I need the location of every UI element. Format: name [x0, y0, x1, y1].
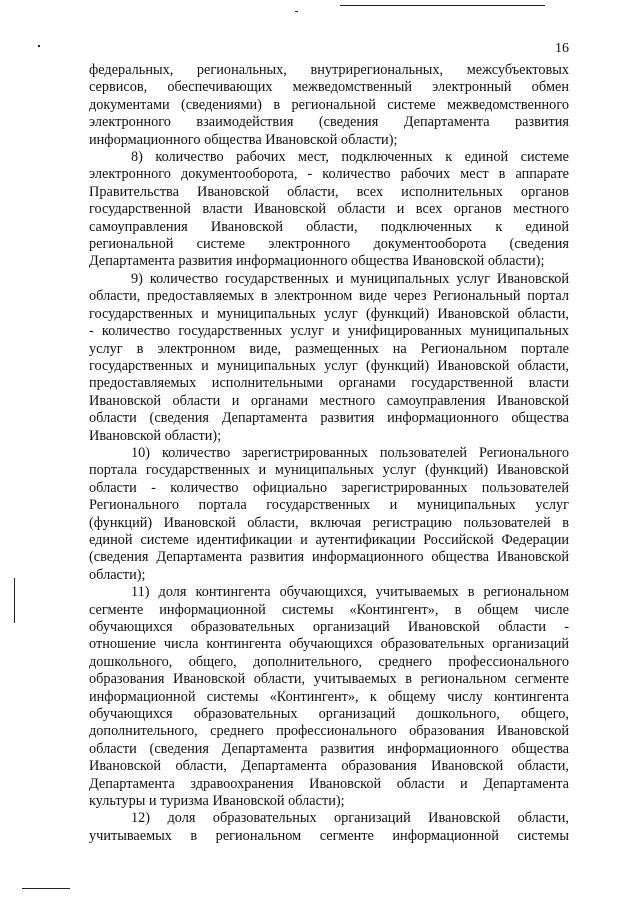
- text-line: документами (сведениями) в региональной системе межведомственного: [89, 96, 569, 113]
- text-line: области, предоставляемых в электронном виде через Региональный портал: [89, 288, 569, 305]
- text-line: услуг в электронном виде, размещенных на Региональном портале: [89, 340, 569, 357]
- text-line: Ивановской области);: [89, 427, 222, 444]
- paragraph-p12: [89, 810, 569, 845]
- text-line: Ивановской области и органами местного самоуправления Ивановской: [89, 392, 569, 409]
- text-line: электронного взаимодействия (сведения Департамента развития: [89, 114, 569, 131]
- text-line: информационной системы «Контингент», к общему числу контингента: [89, 688, 569, 705]
- text-line: самоуправления Ивановской области, подключенных к единой: [89, 218, 569, 235]
- scan-artifact-dot-left: [38, 45, 40, 47]
- text-line: 12) доля образовательных организаций Ивановской области,: [131, 810, 569, 827]
- text-line: 10) количество зарегистрированных пользователей Регионального: [131, 444, 569, 461]
- scan-artifact-dot-top: [295, 11, 298, 12]
- text-line: единой системе идентификации и аутентификации Российской Федерации: [89, 531, 569, 548]
- text-line: культуры и туризма Ивановской области);: [89, 793, 345, 810]
- text-line: информационного общества Ивановской области);: [89, 131, 398, 148]
- text-line: предоставляемых исполнительными органами государственной власти: [89, 375, 569, 392]
- paragraph-p11: [89, 584, 569, 810]
- page-number: 16: [555, 41, 569, 56]
- text-line: государственных и муниципальных услуг (функций) Ивановской области,: [89, 305, 569, 322]
- text-line: Регионального портала государственных и муниципальных услуг: [89, 497, 569, 514]
- scan-artifact-left-bar: [14, 578, 15, 623]
- text-line: 9) количество государственных и муниципальных услуг Ивановской: [131, 270, 569, 287]
- text-line: обучающихся образовательных организаций дошкольного, общего,: [89, 706, 569, 723]
- text-line: электронного документооборота, - количество рабочих мест в аппарате: [89, 166, 569, 183]
- text-line: дошкольного, общего, дополнительного, среднего профессионального: [89, 653, 569, 670]
- text-line: Ивановской области, Департамента образования Ивановской области,: [89, 758, 569, 775]
- text-line: 11) доля контингента обучающихся, учитываемых в региональном: [131, 584, 569, 601]
- text-line: региональной системе электронного документооборота (сведения: [89, 236, 569, 253]
- text-line: Правительства Ивановской области, всех исполнительных органов: [89, 183, 569, 200]
- text-line: отношение числа контингента обучающихся образовательных организаций: [89, 636, 569, 653]
- scan-artifact-top: [340, 5, 545, 6]
- paragraph-p-cont: [89, 62, 569, 149]
- text-line: области);: [89, 566, 146, 583]
- text-line: области (сведения Департамента развития информационного общества: [89, 740, 569, 757]
- text-line: обучающихся образовательных организаций Ивановской области -: [89, 619, 569, 635]
- text-line: учитываемых в региональном сегменте информационной системы: [89, 827, 569, 844]
- text-line: дополнительного, среднего профессионального образования Ивановской: [89, 723, 569, 740]
- text-line: 8) количество рабочих мест, подключенных к единой системе: [131, 149, 569, 166]
- text-line: образования Ивановской области, учитываемых в региональном сегменте: [89, 671, 569, 688]
- text-line: Департамента развития информационного общества Ивановской области);: [89, 253, 545, 270]
- scan-artifact-bottom-left: [22, 888, 70, 889]
- text-line: государственной власти Ивановской области и всех органов местного: [89, 201, 569, 218]
- text-line: федеральных, региональных, внутрирегиональных, межсубъектовых: [89, 62, 569, 78]
- text-line: Департамента здравоохранения Ивановской области и Департамента: [89, 775, 569, 792]
- text-line: области (сведения Департамента развития информационного общества: [89, 410, 569, 427]
- text-line: государственных и муниципальных услуг (функций) Ивановской области,: [89, 357, 569, 374]
- text-line: портала государственных и муниципальных услуг (функций) Ивановской: [89, 462, 569, 479]
- document-body: [89, 62, 569, 845]
- text-line: (функций) Ивановской области, включая регистрацию пользователей в: [89, 514, 569, 531]
- text-line: (сведения Департамента развития информационного общества Ивановской: [89, 549, 569, 566]
- text-line: сервисов, обеспечивающих межведомственный электронный обмен: [89, 79, 569, 96]
- paragraph-p9: [89, 271, 569, 445]
- text-line: области - количество официально зарегистрированных пользователей: [89, 479, 569, 496]
- text-line: - количество государственных услуг и унифицированных муниципальных: [89, 323, 569, 340]
- paragraph-p8: [89, 149, 569, 271]
- paragraph-p10: [89, 445, 569, 584]
- text-line: сегменте информационной системы «Контингент», в общем числе: [89, 601, 569, 618]
